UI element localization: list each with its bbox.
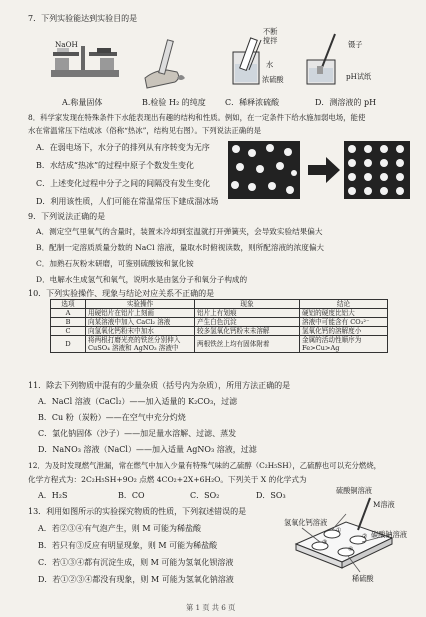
ph-paper-label: pH试纸 (346, 72, 372, 81)
q12-line-2: 化学方程式为：2C₂H₅SH+9O₂ 点燃 4CO₂+2X+6H₂O。下列关于 X 的化学式为 (28, 475, 307, 484)
q11-option-b: B．Cu 粉（炭粉）——在空气中充分灼烧 (38, 413, 186, 422)
table-cell: 溶液中可能含有 CO₃²⁻ (300, 318, 388, 327)
table-cell: 两根铁丝上均有固体附着 (195, 336, 300, 353)
well-label-1: ① (336, 527, 342, 534)
table-cell: 硬铝的硬度比铝大 (300, 309, 388, 318)
table-cell: 氢氧化钙的溶解度小 (300, 327, 388, 336)
q8-line-2: 水在常温常压下结成冰（俗称“热冰”，结构见右图）。下列说法正确的是 (28, 126, 261, 135)
table-row (51, 336, 388, 353)
q9-stem: 9．下列说法正确的是 (28, 212, 106, 221)
q12-option-c: C．SO₂ (190, 491, 220, 500)
table-row (51, 309, 388, 318)
q11-option-d: D．NaNO₃ 溶液（NaCl）——加入适量 AgNO₃ 溶液，过滤 (38, 445, 257, 454)
q7-option-b: B.检验 H₂ 的纯度 (142, 98, 206, 107)
table-cell: 向氢氧化钙粉末中加水 (86, 327, 195, 336)
fig-m-label: M溶液 (373, 500, 395, 509)
table-cell: 产生白色沉淀 (195, 318, 300, 327)
table-cell: A (51, 309, 86, 318)
fig-bottom-label: 稀硫酸 (352, 574, 374, 583)
stir-label-top: 不断 (263, 27, 278, 36)
tweezers-label: 镊子 (348, 40, 363, 49)
table-row (51, 327, 388, 336)
q9-option-d: D．电解水生成氢气和氧气，说明水是由氢分子和氧分子构成的 (36, 275, 248, 284)
q7-option-a: A.称量固体 (62, 98, 103, 107)
table-cell: 铝片上有划痕 (195, 309, 300, 318)
q7-option-d: D．测溶液的 pH (315, 98, 377, 107)
table-cell: 将两根打磨光亮的铁丝分别伸入 CuSO₄ 溶液和 AgNO₃ 溶液中 (86, 336, 195, 353)
q12-option-b: B．CO (118, 491, 145, 500)
hot-ice-structure-figure (226, 139, 412, 201)
acid-dilution-figure (233, 38, 261, 84)
table-cell: 金属的活动性顺序为 Fe>Cu>Ag (300, 336, 388, 353)
q13-option-b: B．若只有③反应有明显现象，则 M 可能为稀盐酸 (38, 541, 218, 550)
q12-option-d: D．SO₃ (256, 491, 286, 500)
q8-option-b: B．水结成“热冰”的过程中原子个数发生变化 (36, 161, 195, 170)
table-cell: D (51, 336, 86, 353)
acid-label: 浓硫酸 (262, 75, 284, 84)
q9-option-b: B．配制一定溶质质量分数的 NaCl 溶液，量取水时俯视读数，则所配溶液的浓度偏大 (36, 243, 325, 252)
fig-left-label: 氢氧化钙溶液 (284, 518, 328, 527)
ph-test-figure (307, 34, 335, 84)
q8-option-a: A．在弱电场下，水分子的排列从有序转变为无序 (36, 143, 210, 152)
q12-option-a: A．H₂S (38, 491, 68, 500)
q13-stem: 13．利用如图所示的实验探究物质的性质，下列叙述错误的是 (28, 507, 247, 516)
hydrogen-test-figure (145, 40, 185, 88)
balance-figure (51, 46, 119, 77)
q11-option-c: C．氯化钠固体（沙子）——加足量水溶解、过滤、蒸发 (38, 429, 237, 438)
naoh-label: NaOH (55, 40, 78, 49)
header-phenomenon: 现象 (195, 300, 300, 309)
fig-right-label: 碳酸钠溶液 (371, 530, 407, 539)
fig-top-label: 硫酸铜溶液 (336, 486, 372, 495)
well-label-2: ② (362, 533, 368, 540)
table-cell: 用硬铝片在铝片上刻画 (86, 309, 195, 318)
table-header-row (51, 300, 388, 309)
table-cell: 向某溶液中加入 CaCl₂ 溶液 (86, 318, 195, 327)
water-label: 水 (266, 60, 274, 69)
q9-option-c: C．加熟石灰粉末研磨，可鉴别硫酸铵和氯化铵 (36, 259, 194, 268)
q8-option-c: C．上述变化过程中分子之间的间隔没有发生变化 (36, 179, 211, 188)
q12-line-1: 12．为及时发现燃气泄漏，常在燃气中加入少量有特殊气味的乙硫醇（C₂H₅SH），乙硫醇也可以充分燃烧， (28, 461, 382, 470)
q8-line-1: 8．科学家发现在特殊条件下水能表现出有趣的结构和性质。例如，在一定条件下给水施加弱电场，能使 (28, 113, 366, 122)
q10-table (50, 299, 388, 353)
table-cell: C (51, 327, 86, 336)
header-option: 选项 (51, 300, 86, 309)
well-label-3: ③ (322, 539, 328, 546)
table-cell: 较多氢氧化钙粉末未溶解 (195, 327, 300, 336)
q7-figures (45, 30, 385, 96)
header-operation: 实验操作 (86, 300, 195, 309)
header-conclusion: 结论 (300, 300, 388, 309)
stir-label-bottom: 搅拌 (263, 36, 278, 45)
well-label-4: ④ (348, 546, 354, 553)
page-footer: 第 1 页 共 6 页 (186, 603, 236, 612)
q9-option-a: A．测定空气里氧气的含量时，装置未冷却到室温就打开弹簧夹，会导致实验结果偏大 (36, 227, 323, 236)
q13-option-d: D．若①②③④都没有现象，则 M 可能为氢氧化钠溶液 (38, 575, 234, 584)
q10-stem: 10．下列实验操作、现象与结论对应关系不正确的是 (28, 289, 215, 298)
q7-stem: 7．下列实验能达到实验目的是 (28, 14, 138, 23)
q11-option-a: A．NaCl 溶液（CaCl₂）——加入适量的 K₂CO₃，过滤 (38, 397, 238, 406)
q13-option-c: C．若①③④都有沉淀生成，则 M 可能为氢氧化钡溶液 (38, 558, 234, 567)
q7-option-c: C．稀释浓硫酸 (225, 98, 280, 107)
table-row (51, 318, 388, 327)
table-cell: B (51, 318, 86, 327)
q13-option-a: A．若②③④有气泡产生，则 M 可能为稀盐酸 (38, 524, 202, 533)
q11-stem: 11．除去下列物质中混有的少量杂质（括号内为杂质），所用方法正确的是 (28, 381, 291, 390)
q8-option-d: D．利用该性质，人们可能在常温常压下建成溜冰场 (36, 197, 219, 206)
